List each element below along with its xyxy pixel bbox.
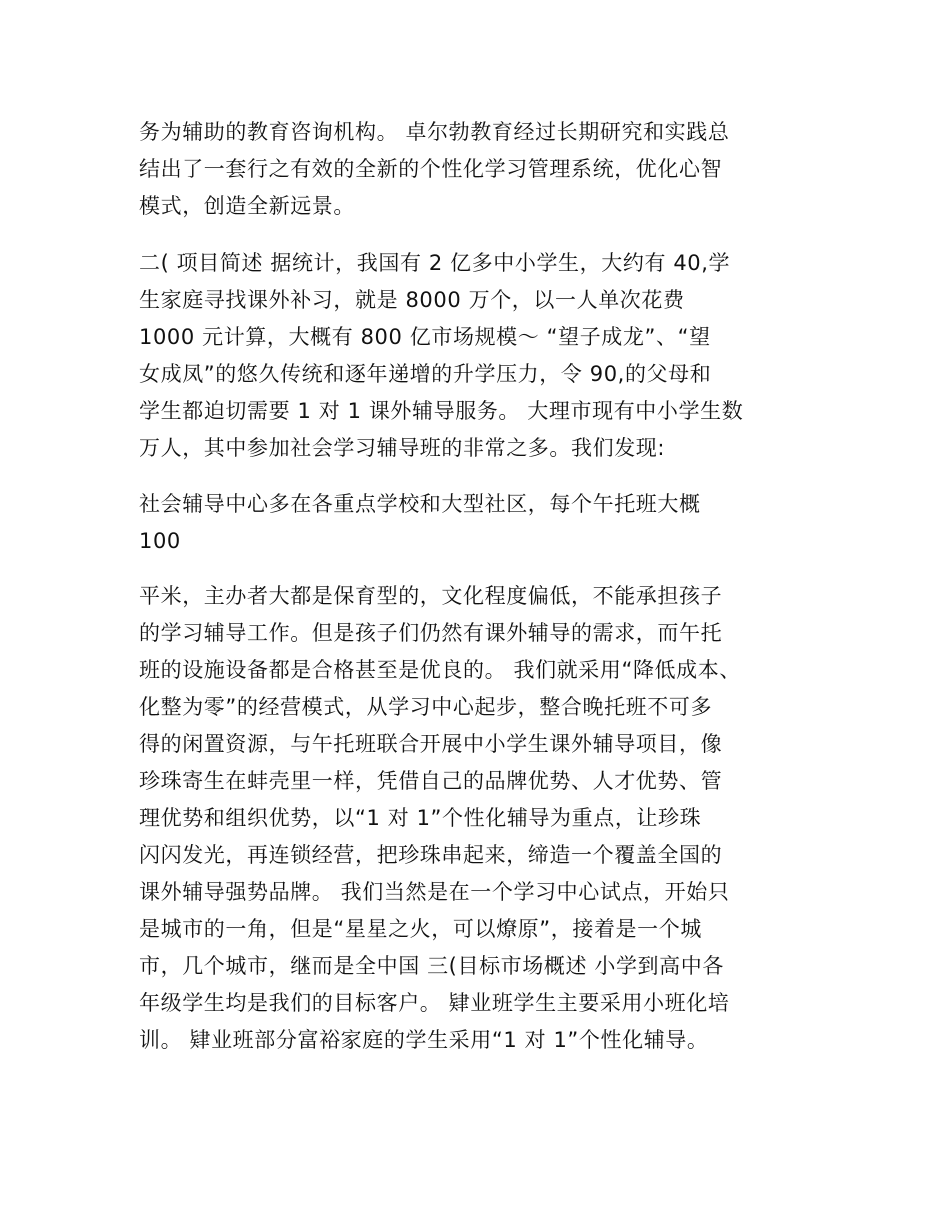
- text-line: 100: [139, 529, 181, 553]
- paragraph-3: [139, 486, 839, 560]
- paragraph-1: [139, 114, 839, 225]
- paragraph-4: [139, 578, 839, 1096]
- text-line: 二( 项目简述 据统计，我国有 2 亿多中小学生，大约有 40,学: [139, 251, 731, 275]
- text-line: 得的闲置资源，与午托班联合开展中小学生课外辅导项目，像: [139, 732, 723, 756]
- text-line: 女成凤”的悠久传统和逐年递增的升学压力，令 90,的父母和: [139, 362, 712, 386]
- text-line: 1000 元计算，大概有 800 亿市场规模～ “望子成龙”、“望: [139, 325, 711, 349]
- text-line: 理优势和组织优势，以“1 对 1”个性化辅导为重点，让珍珠: [139, 806, 702, 830]
- text-line: 的学习辅导工作。但是孩子们仍然有课外辅导的需求，而午托: [139, 621, 723, 645]
- text-line: 课外辅导强势品牌。 我们当然是在一个学习中心试点，开始只: [139, 880, 730, 904]
- text-line: 闪闪发光，再连锁经营，把珍珠串起来，缔造一个覆盖全国的: [139, 843, 723, 867]
- text-line: 模式，创造全新远景。: [139, 194, 355, 218]
- text-line: 务为辅助的教育咨询机构。 卓尔勃教育经过长期研究和实践总: [139, 120, 730, 144]
- text-line: 珍珠寄生在蚌壳里一样，凭借自己的品牌优势、人才优势、管: [139, 769, 723, 793]
- text-line: 社会辅导中心多在各重点学校和大型社区，每个午托班大概: [139, 492, 701, 516]
- text-line: 市，几个城市，继而是全中国 三(目标市场概述 小学到高中各: [139, 954, 724, 978]
- text-line: 平米，主办者大都是保育型的，文化程度偏低，不能承担孩子: [139, 584, 723, 608]
- paragraph-2: [139, 245, 839, 467]
- text-line: 生家庭寻找课外补习，就是 8000 万个，以一人单次花费: [139, 288, 685, 312]
- text-line: 班的设施设备都是合格甚至是优良的。 我们就采用“降低成本、: [139, 658, 741, 682]
- text-line: 化整为零”的经营模式，从学习中心起步，整合晚托班不可多: [139, 695, 713, 719]
- text-line: 是城市的一角，但是“星星之火，可以燎原”，接着是一个城: [139, 917, 702, 941]
- text-line: 万人，其中参加社会学习辅导班的非常之多。我们发现:: [139, 436, 666, 460]
- text-line: [139, 1059, 839, 1096]
- text-line: 训。 肄业班部分富裕家庭的学生采用“1 对 1”个性化辅导。: [139, 1028, 709, 1052]
- text-line: 学生都迫切需要 1 对 1 课外辅导服务。 大理市现有中小学生数: [139, 399, 744, 423]
- text-line: 结出了一套行之有效的全新的个性化学习管理系统，优化心智: [139, 157, 723, 181]
- text-line: 年级学生均是我们的目标客户。 肄业班学生主要采用小班化培: [139, 991, 730, 1015]
